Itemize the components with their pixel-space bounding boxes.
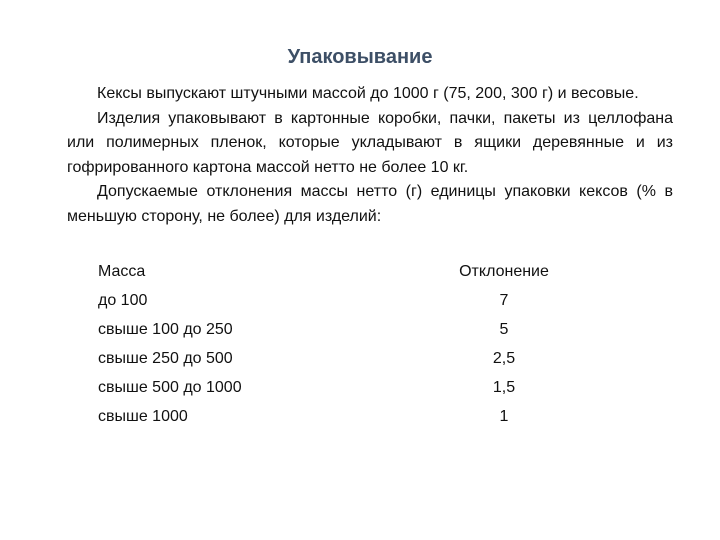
header-mass: Масса: [98, 263, 146, 280]
table-row: [98, 292, 578, 321]
tolerance-table: [98, 263, 578, 437]
row-mass: свыше 500 до 1000: [98, 379, 242, 396]
header-deviation: Отклонение: [459, 263, 549, 280]
paragraph-products: Кексы выпускают штучными массой до 1000 г (75, 200, 300 г) и весовые.: [97, 85, 639, 102]
row-deviation: 1: [499, 408, 509, 425]
table-row: [98, 408, 578, 437]
row-deviation: 2,5: [492, 350, 516, 367]
table-row: [98, 321, 578, 350]
row-deviation: 1,5: [492, 379, 516, 396]
paragraph-tolerances: Допускаемые отклонения массы нетто (г) единицы упаковки кексов (% в меньшую сторону, не более) для изделий:: [67, 183, 673, 225]
row-mass: свыше 250 до 500: [98, 350, 233, 367]
row-mass: до 100: [98, 292, 148, 309]
slide-body: [67, 82, 673, 229]
row-mass: свыше 100 до 250: [98, 321, 233, 338]
table-row: [98, 379, 578, 408]
row-deviation: 7: [499, 292, 509, 309]
table-row: [98, 350, 578, 379]
row-deviation: 5: [499, 321, 509, 338]
paragraph-packaging: Изделия упаковывают в картонные коробки, пачки, пакеты из целлофана или полимерных пленок, которые укладывают в ящики деревянные и из гофрированного картона массой нетто не более 10 кг.: [67, 109, 673, 176]
table-header-row: [98, 263, 578, 292]
row-mass: свыше 1000: [98, 408, 188, 425]
slide-title: Упаковывание: [287, 46, 433, 68]
